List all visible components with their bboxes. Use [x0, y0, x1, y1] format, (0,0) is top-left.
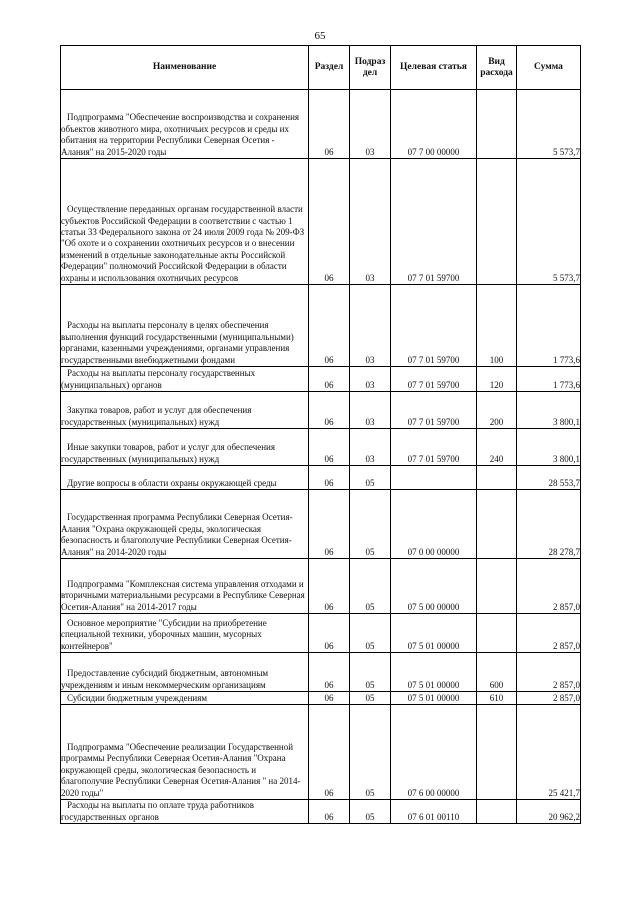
row-subsection: 05	[350, 559, 391, 614]
row-name-text: Осуществление переданных органам государственной власти субъектов Российской Федерации в соответствии с частью 1 статьи 33 Федерального закона от 24 июля 2009 года № 209-ФЗ "Об охоте и о сохранении охотничьих ресурсов и о внесении изменений в отдельные законодательные акты Российской Федерации" полномочий Российской Федерации в области охраны и использования охотничьих ресурсов	[61, 204, 305, 283]
row-name-text: Расходы на выплаты персоналу государственных (муниципальных) органов	[61, 368, 256, 390]
row-name	[61, 392, 309, 429]
row-target: 07 0 00 00000	[391, 490, 477, 559]
row-name	[61, 614, 309, 653]
table-row	[61, 692, 581, 705]
row-amount: 5 573,7	[517, 159, 581, 285]
row-amount: 2 857,0	[517, 614, 581, 653]
row-name-text: Подпрограмма "Обеспечение реализации Государственной программы Республики Северная Осетия-Алания "Охрана окружающей среды, экологическая безопасность и благополучие Республики Северная Осетия-Алания " на 2014-2020 годы"	[61, 741, 301, 798]
row-subsection: 05	[350, 653, 391, 692]
row-amount: 2 857,0	[517, 559, 581, 614]
row-subsection: 03	[350, 90, 391, 159]
row-name-text: Расходы на выплаты по оплате труда работников государственных органов	[61, 800, 254, 822]
row-name-text: Закупка товаров, работ и услуг для обеспечения государственных (муниципальных) нужд	[61, 405, 252, 427]
row-target: 07 5 01 00000	[391, 653, 477, 692]
row-amount: 1 773,6	[517, 285, 581, 367]
row-target: 07 7 01 59700	[391, 429, 477, 466]
row-section: 06	[309, 559, 350, 614]
row-expense-type: 610	[477, 692, 517, 705]
row-expense-type: 120	[477, 367, 517, 392]
page-number: 65	[314, 30, 326, 42]
header-subsection: Подраз дел	[350, 46, 391, 90]
row-name-text: Предоставление субсидий бюджетным, автономным учреждениям и иным некоммерческим организациям	[61, 668, 269, 690]
row-amount: 2 857,0	[517, 692, 581, 705]
row-name-text: Основное мероприятие "Субсидии на приобретение специальной техники, уборочных машин, мусорных контейнеров"	[61, 617, 267, 651]
budget-table	[60, 45, 581, 824]
row-expense-type: 100	[477, 285, 517, 367]
row-amount: 28 278,7	[517, 490, 581, 559]
row-target: 07 7 01 59700	[391, 159, 477, 285]
row-target	[391, 466, 477, 490]
row-section: 06	[309, 653, 350, 692]
row-name	[61, 490, 309, 559]
row-name-text: Расходы на выплаты персоналу в целях обеспечения выполнения функций государственными (муниципальными) органами, казенными учреждениями, органами управления государственными внебюджетными фондами	[61, 320, 294, 365]
row-name	[61, 653, 309, 692]
row-subsection: 05	[350, 614, 391, 653]
row-name	[61, 90, 309, 159]
row-target: 07 5 01 00000	[391, 692, 477, 705]
table-row	[61, 614, 581, 653]
table-row	[61, 367, 581, 392]
row-section: 06	[309, 159, 350, 285]
row-target: 07 7 01 59700	[391, 285, 477, 367]
row-name-text: Иные закупки товаров, работ и услуг для обеспечения государственных (муниципальных) нужд	[61, 442, 275, 464]
row-subsection: 05	[350, 705, 391, 800]
row-name	[61, 466, 309, 490]
row-amount: 3 800,1	[517, 392, 581, 429]
table-row	[61, 800, 581, 824]
header-target: Целевая статья	[391, 46, 477, 90]
row-target: 07 6 00 00000	[391, 705, 477, 800]
row-expense-type	[477, 705, 517, 800]
row-section: 06	[309, 614, 350, 653]
table-row	[61, 429, 581, 466]
row-section: 06	[309, 705, 350, 800]
table-row	[61, 490, 581, 559]
row-subsection: 05	[350, 466, 391, 490]
row-subsection: 03	[350, 367, 391, 392]
row-amount: 3 800,1	[517, 429, 581, 466]
row-amount: 28 553,7	[517, 466, 581, 490]
row-name	[61, 285, 309, 367]
table-row	[61, 392, 581, 429]
row-expense-type	[477, 466, 517, 490]
table-row	[61, 653, 581, 692]
row-section: 06	[309, 285, 350, 367]
table-row	[61, 159, 581, 285]
row-expense-type	[477, 614, 517, 653]
row-amount: 20 962,2	[517, 800, 581, 824]
row-name-text: Подпрограмма "Обеспечение воспроизводства и сохранения объектов животного мира, охотничьих ресурсов и среды их обитания на территории Республики Северная Осетия - Алания" на 2015-2020 годы	[61, 112, 300, 157]
row-section: 06	[309, 692, 350, 705]
row-expense-type	[477, 90, 517, 159]
row-target: 07 5 01 00000	[391, 614, 477, 653]
row-section: 06	[309, 367, 350, 392]
row-subsection: 03	[350, 392, 391, 429]
table-row	[61, 559, 581, 614]
row-name	[61, 800, 309, 824]
row-subsection: 05	[350, 800, 391, 824]
row-expense-type: 240	[477, 429, 517, 466]
row-expense-type	[477, 490, 517, 559]
row-name-text: Подпрограмма "Комплексная система управления отходами и вторичными материальными ресурсами в Республике Северная Осетия-Алания" на 2014-2017 годы	[61, 578, 305, 612]
row-name	[61, 159, 309, 285]
row-section: 06	[309, 429, 350, 466]
table-row	[61, 466, 581, 490]
header-amount: Сумма	[517, 46, 581, 90]
row-subsection: 03	[350, 285, 391, 367]
table-row	[61, 285, 581, 367]
row-name-text: Другие вопросы в области охраны окружающей среды	[67, 477, 277, 488]
row-name-text: Субсидии бюджетным учреждениям	[67, 692, 208, 703]
row-expense-type: 200	[477, 392, 517, 429]
header-section: Раздел	[309, 46, 350, 90]
row-section: 06	[309, 90, 350, 159]
row-target: 07 7 01 59700	[391, 367, 477, 392]
row-amount: 25 421,7	[517, 705, 581, 800]
row-section: 06	[309, 466, 350, 490]
table-row	[61, 705, 581, 800]
row-section: 06	[309, 490, 350, 559]
row-amount: 5 573,7	[517, 90, 581, 159]
row-name	[61, 692, 309, 705]
row-expense-type	[477, 559, 517, 614]
row-section: 06	[309, 800, 350, 824]
row-name	[61, 559, 309, 614]
header-expense-type: Вид расхода	[477, 46, 517, 90]
row-subsection: 03	[350, 159, 391, 285]
row-subsection: 03	[350, 429, 391, 466]
header-name: Наименование	[61, 46, 309, 90]
row-subsection: 05	[350, 692, 391, 705]
row-expense-type	[477, 159, 517, 285]
row-name	[61, 705, 309, 800]
row-target: 07 7 00 00000	[391, 90, 477, 159]
row-name	[61, 367, 309, 392]
row-subsection: 05	[350, 490, 391, 559]
row-target: 07 7 01 59700	[391, 392, 477, 429]
table-header-row	[61, 46, 581, 90]
row-expense-type: 600	[477, 653, 517, 692]
row-name-text: Государственная программа Республики Северная Осетия-Алания "Охрана окружающей среды, экологическая безопасность и благополучие Республики Северная Осетия-Алания" на 2014-2020 годы	[61, 512, 293, 557]
row-section: 06	[309, 392, 350, 429]
row-amount: 2 857,0	[517, 653, 581, 692]
row-target: 07 6 01 00110	[391, 800, 477, 824]
table-row	[61, 90, 581, 159]
row-expense-type	[477, 800, 517, 824]
row-amount: 1 773,6	[517, 367, 581, 392]
row-name	[61, 429, 309, 466]
row-target: 07 5 00 00000	[391, 559, 477, 614]
